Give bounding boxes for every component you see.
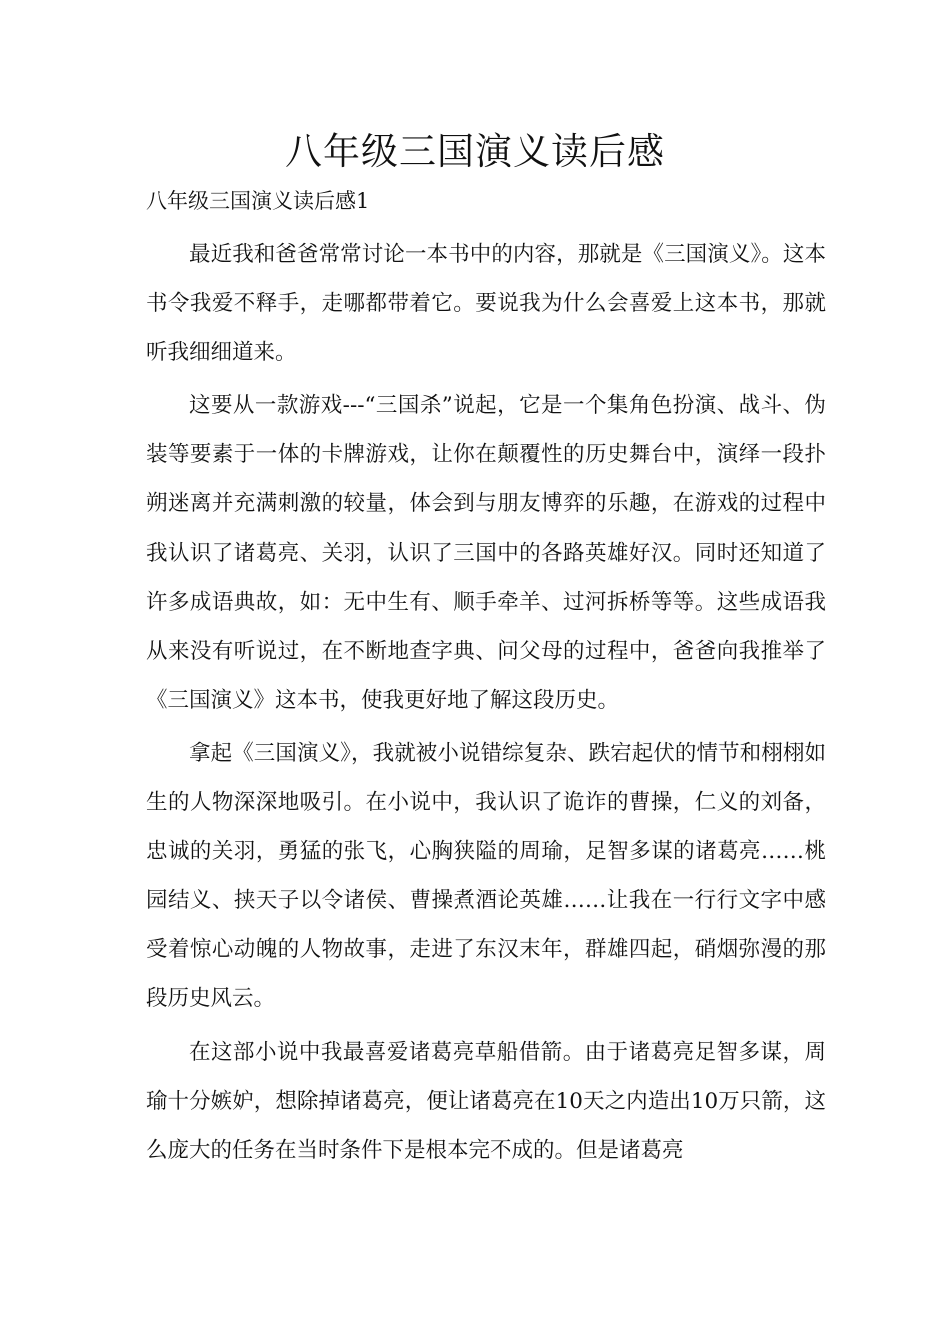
paragraph-1: 最近我和爸爸常常讨论一本书中的内容，那就是《三国演义》。这本书令我爱不释手，走哪都带着它。要说我为什么会喜爱上这本书，那就听我细细道来。 xyxy=(146,242,826,366)
paragraph-3: 拿起《三国演义》，我就被小说错综复杂、跌宕起伏的情节和栩栩如生的人物深深地吸引。在小说中，我认识了诡诈的曹操，仁义的刘备，忠诚的关羽，勇猛的张飞，心胸狭隘的周瑜，足智多谋的诸葛亮……桃园结义、挟天子以令诸侯、曹操煮酒论英雄……让我在一行行文字中感受着惊心动魄的人物故事，走进了东汉末年，群雄四起，硝烟弥漫的那段历史风云。 xyxy=(146,740,826,1012)
paragraph-4: 在这部小说中我最喜爱诸葛亮草船借箭。由于诸葛亮足智多谋，周瑜十分嫉妒，想除掉诸葛亮，便让诸葛亮在10天之内造出10万只箭，这么庞大的任务在当时条件下是根本完不成的。但是诸葛亮 xyxy=(146,1039,826,1163)
document-title: 八年级三国演义读后感 xyxy=(285,130,665,173)
section-heading: 八年级三国演义读后感1 xyxy=(146,189,370,213)
paragraph-2: 这要从一款游戏---“三国杀”说起，它是一个集角色扮演、战斗、伪装等要素于一体的卡牌游戏，让你在颠覆性的历史舞台中，演绎一段扑朔迷离并充满刺激的较量，体会到与朋友博弈的乐趣，在游戏的过程中我认识了诸葛亮、关羽，认识了三国中的各路英雄好汉。同时还知道了许多成语典故，如：无中生有、顺手牵羊、过河拆桥等等。这些成语我从来没有听说过，在不断地查字典、问父母的过程中，爸爸向我推举了《三国演义》这本书，使我更好地了解这段历史。 xyxy=(146,393,826,713)
document-body xyxy=(146,230,826,1175)
